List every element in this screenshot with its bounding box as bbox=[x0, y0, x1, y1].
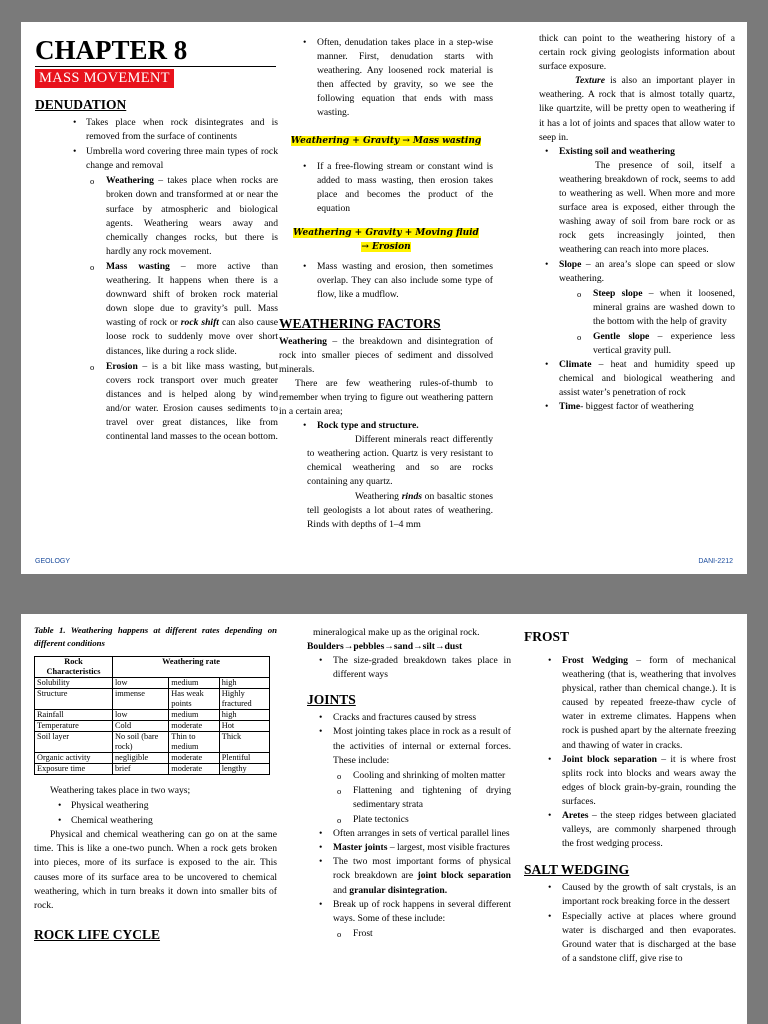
page2-column-1 bbox=[34, 614, 277, 946]
table-cell: lengthy bbox=[219, 764, 269, 775]
table-cell: Structure bbox=[35, 689, 113, 710]
table-cell: moderate bbox=[169, 721, 219, 732]
weathering-definition: Weathering – the breakdown and disintegration of rock into smaller pieces of sediment and dissolved minerals. bbox=[279, 335, 493, 375]
two-ways-text: Weathering takes place in two ways; bbox=[50, 785, 191, 796]
equation-erosion: Weathering + Gravity + Moving fluid → Erosion bbox=[293, 228, 479, 253]
weathering-rate-table bbox=[34, 656, 270, 775]
table-cell: Rainfall bbox=[35, 710, 113, 721]
table-cell: negligible bbox=[113, 753, 169, 764]
equation-mass-wasting: Weathering + Gravity → Mass wasting bbox=[290, 135, 482, 146]
table-cell: Solubility bbox=[35, 678, 113, 689]
slope-sublist bbox=[573, 287, 735, 358]
list-item: • Cracks and fractures caused by stress bbox=[281, 711, 511, 725]
table-row bbox=[35, 753, 270, 764]
list-item: o Mass wasting – more active than weathering. It happens when there is a downward shift of broken rock material down slope due to gravity’s pull. Mass wasting of rock or rock shift can also cause loose rock to suddenly move over short distances, like during a rock slide. bbox=[86, 260, 278, 359]
table-row bbox=[35, 764, 270, 775]
list-item: • Rock type and structure. Different minerals react differently to weathering action. Quartz is very resistant to chemical weathering and so are rocks containing any quartz. Weathering rinds on basaltic stones tell geologists a lot about rates of weathering. Rinds with depths of 1–4 mm bbox=[265, 419, 493, 532]
table-cell: Thick bbox=[219, 732, 269, 753]
table-cell: brief bbox=[113, 764, 169, 775]
list-item: • Slope – an area’s slope can speed or slow weathering. o Steep slope – when it loosened, mineral grains are washed down to the bottom with the help of gravity o Gentle slope – experience less vertical gravity pull. bbox=[507, 258, 735, 359]
table-header-row bbox=[35, 657, 270, 678]
page2-column-2 bbox=[307, 626, 511, 941]
overlap-list bbox=[265, 260, 493, 302]
list-item: • Physical weathering bbox=[21, 799, 277, 813]
list-item: o Flattening and tightening of drying sedimentary strata bbox=[333, 784, 511, 812]
table-cell: high bbox=[219, 710, 269, 721]
joints-sublist bbox=[333, 769, 511, 827]
list-item: • Time- biggest factor of weathering bbox=[507, 400, 735, 414]
table-cell: high bbox=[219, 678, 269, 689]
table-cell: low bbox=[113, 678, 169, 689]
list-item: • Often arranges in sets of vertical parallel lines bbox=[281, 827, 511, 841]
chapter-title: CHAPTER 8 bbox=[35, 35, 188, 65]
list-item: • The two most important forms of physical rock breakdown are joint block separation and granular disintegration. bbox=[281, 855, 511, 897]
table-cell: moderate bbox=[169, 764, 219, 775]
table-row bbox=[35, 689, 270, 710]
physical-chemical-paragraph: Physical and chemical weathering can go on at the same time. This is like a one-two punch. When a rock gets broken into pieces, more of its surface is exposed to the air. This causes more of its surface area to be uncovered to chemical weathering, which in turn breaks it down into smaller bits of rock. bbox=[34, 829, 277, 911]
list-item: • If a free-flowing stream or constant wind is added to mass wasting, then erosion takes place and becomes the product of the equation bbox=[265, 160, 493, 216]
denudation-list bbox=[35, 116, 278, 444]
joints-heading: JOINTS bbox=[307, 692, 356, 708]
weathering-intro: There are few weathering rules-of-thumb to remember when trying to figure out weathering pattern in a certain area; bbox=[279, 377, 493, 417]
table-cell: Plentiful bbox=[219, 753, 269, 764]
page1-column-2 bbox=[279, 36, 493, 532]
list-item: • Umbrella word covering three main types of rock change and removal o Weathering – takes place when rocks are broken down and transformed at or near the surface by atmospheric and biological agents. Weathering wears away and chemically changes rocks, but there is hardly any rock movement. o Mass wasting – more active than weathering. It happens when there is a downward shift of broken rock material down slope due to gravity’s pull. Mass wasting of rock or rock shift can also cause loose rock to suddenly move over short distances, like during a rock slide. o Erosion – is a bit like mass wasting, but covers rock transport over much greater distances and is helped along by wind and/or water. Erosion causes sediments to travel over great distances, like from continental land masses to the ocean bottom. bbox=[35, 145, 278, 444]
table-cell: Cold bbox=[113, 721, 169, 732]
salt-list bbox=[510, 881, 736, 966]
list-item: • Most jointing takes place in rock as a result of the activities of internal or external forces. These include: o Cooling and shrinking of molten matter o Flattening and tightening of drying sedimentary strata o Plate tectonics bbox=[281, 725, 511, 827]
table-cell: Temperature bbox=[35, 721, 113, 732]
rock-type-list bbox=[265, 419, 493, 532]
list-item: o Steep slope – when it loosened, mineral grains are washed down to the bottom with the help of gravity bbox=[573, 287, 735, 329]
page-2 bbox=[21, 614, 747, 1024]
list-item: • Chemical weathering bbox=[21, 814, 277, 828]
title-rule bbox=[35, 66, 276, 67]
table-cell: Hot bbox=[219, 721, 269, 732]
weathering-factors-heading: WEATHERING FACTORS bbox=[279, 315, 441, 331]
table-row bbox=[35, 732, 270, 753]
table-body bbox=[35, 678, 270, 775]
list-item: • Takes place when rock disintegrates and is removed from the surface of continents bbox=[35, 116, 278, 144]
size-list bbox=[281, 654, 511, 682]
list-item: • Existing soil and weathering The presence of soil, itself a weathering breakdown of rock, seems to add to weathering as well. When more and more surface area is exposed, either through the washing away of soil from bare rock or as rock gets increasingly jointed, then weathering can reach into more places. bbox=[507, 145, 735, 258]
list-item: o Erosion – is a bit like mass wasting, but covers rock transport over much greater distances and is helped along by wind and/or water. Erosion causes sediments to travel over great distances, like from continental land masses to the ocean bottom. bbox=[86, 360, 278, 445]
list-item: o Weathering – takes place when rocks are broken down and transformed at or near the surface by atmospheric and biological agents. Weathering wears away and chemically changes rocks, but there is hardly any rock movement. bbox=[86, 174, 278, 259]
list-item: o Frost bbox=[333, 927, 511, 941]
table-row bbox=[35, 678, 270, 689]
footer-subject: GEOLOGY bbox=[35, 558, 71, 565]
table-cell: Has weak points bbox=[169, 689, 219, 710]
table-row bbox=[35, 710, 270, 721]
list-item: • Joint block separation – it is where frost splits rock into blocks and wears away the edges of block grain-by-grain, rounding the surfaces. bbox=[510, 753, 736, 809]
list-item: • Mass wasting and erosion, then sometimes overlap. They can also include some type of flow, like a mudflow. bbox=[265, 260, 493, 302]
texture-paragraph: Texture is also an important player in weathering. A rock that is almost totally quartz, like quartzite, will be pretty open to weathering if it has a lot of joints and spaces that allow water to seep in. bbox=[539, 75, 735, 143]
table-header-cell: Weathering rate bbox=[113, 657, 270, 678]
list-item: • The size-graded breakdown takes place in different ways bbox=[281, 654, 511, 682]
salt-wedging-heading: SALT WEDGING bbox=[524, 862, 630, 878]
table-cell: Thin to medium bbox=[169, 732, 219, 753]
table-header-cell: Rock Characteristics bbox=[35, 657, 113, 678]
list-item: • Caused by the growth of salt crystals, is an important rock breaking force in the dessert bbox=[510, 881, 736, 909]
erosion-list bbox=[265, 160, 493, 216]
table-cell: Highly fractured bbox=[219, 689, 269, 710]
list-item: • Frost Wedging – form of mechanical weathering (that is, weathering that involves physical, rather than chemical change.). It is caused by repeated freeze-thaw cycle of water in extreme climates. Happens when rock is pushed apart by the alternate freezing and thawing of water in cracks. bbox=[510, 654, 736, 753]
table-cell: Soil layer bbox=[35, 732, 113, 753]
table-row bbox=[35, 721, 270, 732]
frost-list bbox=[510, 654, 736, 851]
page1-column-1 bbox=[35, 22, 278, 444]
rock-life-cycle-heading: ROCK LIFE CYCLE bbox=[34, 926, 161, 942]
breakup-sublist bbox=[333, 927, 511, 941]
frost-heading: FROST bbox=[524, 629, 570, 644]
page1-column-3 bbox=[539, 32, 735, 415]
joints-list bbox=[281, 711, 511, 941]
list-item: o Plate tectonics bbox=[333, 813, 511, 827]
denudation-heading: DENUDATION bbox=[35, 97, 127, 112]
table-cell: Exposure time bbox=[35, 764, 113, 775]
page-1 bbox=[21, 22, 747, 574]
list-item: o Gentle slope – experience less vertical gravity pull. bbox=[573, 330, 735, 358]
table-cell: immense bbox=[113, 689, 169, 710]
mineral-continued: mineralogical make up as the original rock. bbox=[313, 627, 480, 638]
two-ways-list bbox=[21, 799, 277, 828]
list-item: • Master joints – largest, most visible fractures bbox=[281, 841, 511, 855]
table-cell: low bbox=[113, 710, 169, 721]
size-sequence: Boulders→pebbles→sand→silt→dust bbox=[307, 641, 463, 653]
table-cell: Organic activity bbox=[35, 753, 113, 764]
chapter-badge: MASS MOVEMENT bbox=[35, 69, 174, 88]
factors-list bbox=[507, 145, 735, 415]
rinds-continued: thick can point to the weathering history of a certain rock giving geologists information about surface exposure. bbox=[539, 33, 735, 73]
list-item: o Cooling and shrinking of molten matter bbox=[333, 769, 511, 783]
table-cell: moderate bbox=[169, 753, 219, 764]
list-item: • Break up of rock happens in several different ways. Some of these include: o Frost bbox=[281, 898, 511, 941]
table-cell: No soil (bare rock) bbox=[113, 732, 169, 753]
list-item: • Often, denudation takes place in a step-wise manner. First, denudation starts with weathering. Any loosened rock material is then affected by gravity, so we see the following equation that ends with mass wasting. bbox=[265, 36, 493, 121]
list-item: • Climate – heat and humidity speed up chemical and biological weathering and assist water’s penetration of rock bbox=[507, 358, 735, 400]
table-cell: medium bbox=[169, 710, 219, 721]
denudation-sublist bbox=[86, 174, 278, 444]
table-caption: Table 1. Weathering happens at different rates depending on different conditions bbox=[34, 625, 277, 648]
footer-code: DANI-2212 bbox=[698, 558, 733, 565]
table-cell: medium bbox=[169, 678, 219, 689]
list-item: • Aretes – the steep ridges between glaciated valleys, are commonly sharpened through the frost wedging process. bbox=[510, 809, 736, 851]
denudation-steps-list bbox=[265, 36, 493, 121]
list-item: • Especially active at places where ground water is discharged and then evaporates. Ground water that is discharged at the base of a sandstone cliff, give rise to bbox=[510, 910, 736, 966]
page2-column-3 bbox=[524, 628, 736, 966]
